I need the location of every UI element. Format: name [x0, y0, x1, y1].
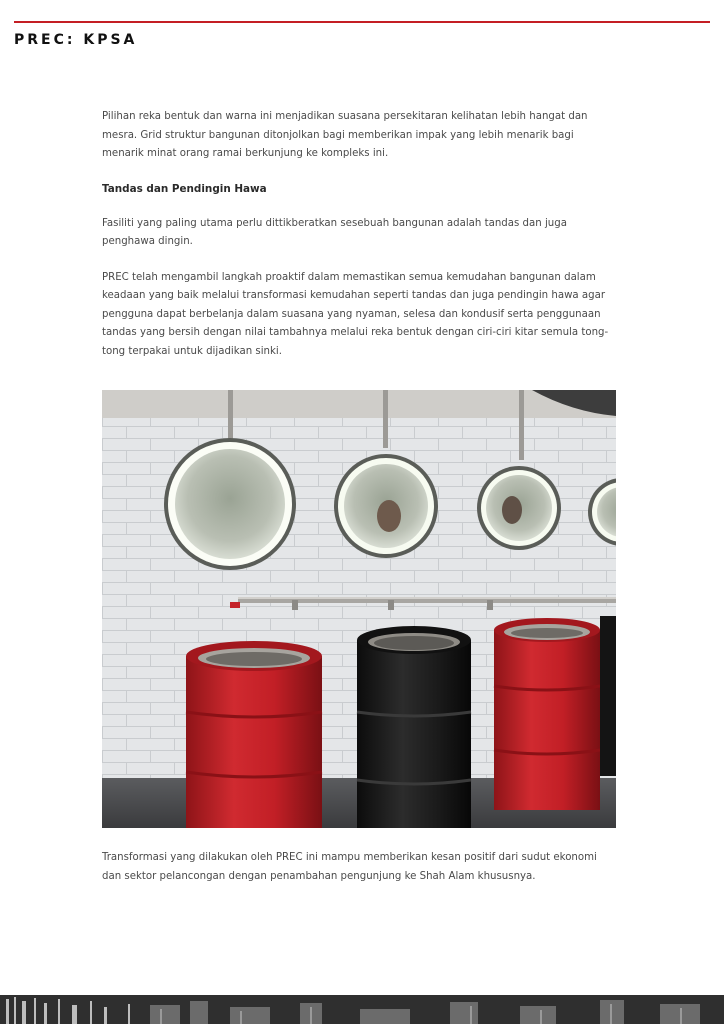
photo-caption: Transformasi yang dilakukan oleh PREC ini mampu memberikan kesan positif dari sudut ekonomi dan sektor pelancongan dengan penambahan pengunjung ke Shah Alam khususnya. [102, 852, 597, 882]
restroom-photo [102, 390, 616, 828]
paragraph-prec: PREC telah mengambil langkah proaktif dalam memastikan semua kemudahan bangunan dalam keadaan yang baik melalui transformasi kemudahan seperti tandas dan juga pendingin hawa agar pengguna dapat berbelanja dalam suasana yang nyaman, selesa dan kondusif serta penggunaan tandas yang bersih dengan nilai tambahnya melalui reka bentuk dengan ciri-ciri kitar semula tong-tong terpakai untuk dijadikan sinki. [102, 271, 609, 357]
paragraph-intro: Pilihan reka bentuk dan warna ini menjadikan suasana persekitaran kelihatan lebih hangat dan mesra. Grid struktur bangunan ditonjolkan bagi memberikan impak yang lebih menarik bagi menarik minat orang ramai berkunjung ke kompleks ini. [102, 111, 588, 159]
header-accent-line [14, 21, 710, 23]
footer-skyline-banner [0, 995, 724, 1024]
brand-title: PREC: KPSA [14, 32, 138, 48]
section-heading: Tandas dan Pendingin Hawa [102, 182, 267, 195]
page-header [0, 0, 724, 60]
article-body [102, 108, 618, 378]
paragraph-facilities: Fasiliti yang paling utama perlu dittikberatkan sesebuah bangunan adalah tandas dan juga penghawa dingin. [102, 217, 567, 247]
